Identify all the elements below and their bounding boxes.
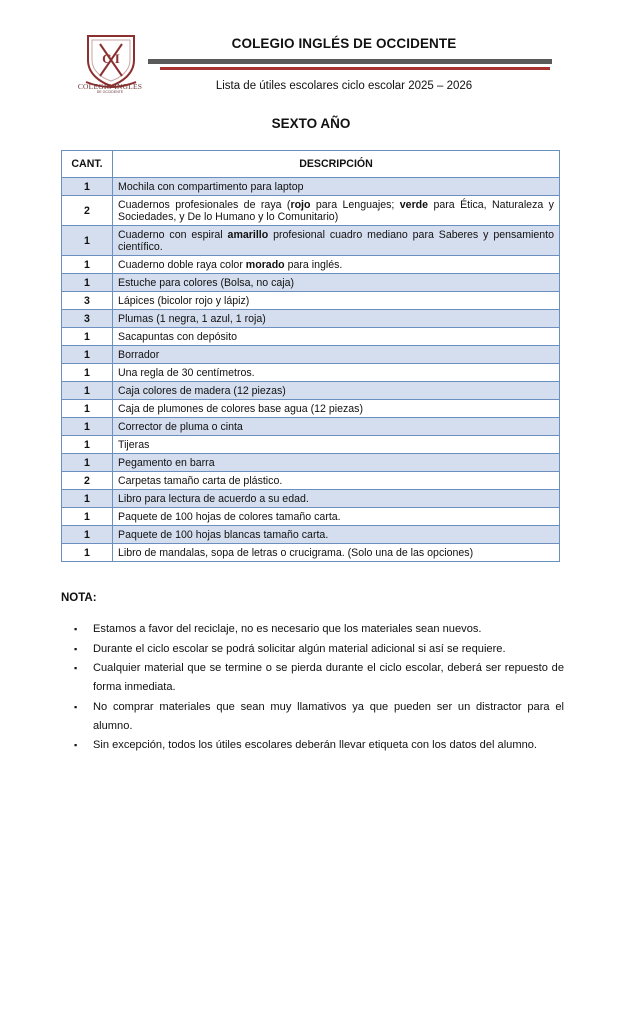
row-qty: 1 (62, 400, 113, 418)
description-text: Cuadernos profesionales de raya ( (118, 198, 291, 211)
note-item (61, 659, 564, 697)
description-text: Lápices (bicolor rojo y lápiz) (118, 294, 250, 307)
row-description (113, 526, 560, 544)
header-accent-bar (160, 67, 550, 70)
description-text: Paquete de 100 hojas blancas tamaño carta. (118, 528, 329, 541)
document-subtitle: Lista de útiles escolares ciclo escolar 2025 – 2026 (215, 80, 473, 92)
table-row (62, 382, 560, 400)
table-row (62, 178, 560, 196)
row-qty: 1 (62, 490, 113, 508)
table-row (62, 346, 560, 364)
note-text: Sin excepción, todos los útiles escolares deberán llevar etiqueta con los datos del alumno. (93, 739, 538, 751)
row-description (113, 472, 560, 490)
supplies-table-body (62, 178, 560, 562)
logo-subtext: DE OCCIDENTE (96, 90, 124, 94)
bullet-icon: ▪ (74, 643, 78, 654)
row-description (113, 418, 560, 436)
description-text: profesional cuadro mediano para Saberes y pensamiento científico. (118, 228, 555, 253)
bullet-icon: ▪ (74, 701, 78, 712)
row-qty: 1 (62, 544, 113, 562)
row-qty: 1 (62, 454, 113, 472)
emphasized-color-word: morado (245, 258, 285, 271)
row-description (113, 364, 560, 382)
description-text: Una regla de 30 centímetros. (118, 366, 255, 379)
note-item (61, 620, 564, 639)
description-text: Paquete de 100 hojas de colores tamaño carta. (118, 510, 341, 523)
description-text: Estuche para colores (Bolsa, no caja) (118, 276, 295, 289)
table-row (62, 226, 560, 256)
logo-initials: C I (102, 51, 120, 66)
row-description (113, 178, 560, 196)
bullet-icon: ▪ (74, 624, 78, 634)
description-text: para Lenguajes; (310, 198, 400, 211)
table-row (62, 472, 560, 490)
description-text: Mochila con compartimento para laptop (118, 180, 304, 193)
row-qty: 1 (62, 364, 113, 382)
row-description (113, 508, 560, 526)
description-text: para Ética, Naturaleza y Sociedades, y De lo Humano y lo Comunitario) (118, 198, 554, 223)
emphasized-color-word: verde (399, 198, 429, 211)
table-row (62, 400, 560, 418)
description-text: Pegamento en barra (118, 456, 215, 469)
note-item (61, 698, 564, 736)
header-dark-bar (148, 59, 552, 64)
row-qty: 1 (62, 526, 113, 544)
row-description (113, 544, 560, 562)
row-description (113, 256, 560, 274)
note-item (61, 736, 564, 755)
notes-title: NOTA: (61, 592, 97, 604)
row-qty: 3 (62, 292, 113, 310)
row-description (113, 400, 560, 418)
note-text: No comprar materiales que sean muy llamativos ya que pueden ser un distractor para el alumno. (93, 700, 564, 732)
emphasized-color-word: amarillo (227, 228, 269, 241)
row-qty: 3 (62, 310, 113, 328)
row-description (113, 346, 560, 364)
table-row (62, 256, 560, 274)
bullet-icon: ▪ (74, 740, 78, 750)
row-qty: 2 (62, 472, 113, 490)
row-qty: 1 (62, 418, 113, 436)
description-text: Cuaderno doble raya color (118, 258, 246, 271)
row-qty: 1 (62, 436, 113, 454)
table-row (62, 364, 560, 382)
description-text: Sacapuntas con depósito (118, 330, 237, 343)
table-row (62, 274, 560, 292)
row-description (113, 226, 560, 256)
table-header-row (62, 151, 560, 178)
description-text: Cuaderno con espiral (118, 228, 228, 241)
notes-list (61, 620, 564, 756)
table-row (62, 454, 560, 472)
row-qty: 1 (62, 256, 113, 274)
table-row (62, 508, 560, 526)
row-description (113, 436, 560, 454)
description-text: Libro de mandalas, sopa de letras o crucigrama. (Solo una de las opciones) (118, 546, 474, 559)
grade-title: SEXTO AÑO (271, 116, 351, 131)
row-qty: 1 (62, 508, 113, 526)
description-text: para inglés. (284, 258, 343, 271)
description-text: Borrador (118, 348, 160, 361)
note-text: Estamos a favor del reciclaje, no es necesario que los materiales sean nuevos. (93, 623, 482, 635)
table-row (62, 418, 560, 436)
logo-wordmark: COLEGIO INGLÉS (77, 82, 143, 91)
description-text: Caja colores de madera (12 piezas) (118, 384, 286, 397)
note-text: Cualquier material que se termine o se pierda durante el ciclo escolar, deberá ser repuesto de forma inmediata. (93, 662, 564, 693)
description-text: Plumas (1 negra, 1 azul, 1 roja) (118, 312, 266, 325)
description-text: Corrector de pluma o cinta (118, 420, 243, 433)
description-text: Carpetas tamaño carta de plástico. (118, 474, 283, 487)
row-qty: 1 (62, 226, 113, 256)
description-text: Caja de plumones de colores base agua (12 piezas) (118, 402, 363, 415)
row-description (113, 292, 560, 310)
description-text: Tijeras (118, 438, 150, 451)
supplies-table (61, 150, 560, 562)
row-qty: 1 (62, 382, 113, 400)
bullet-icon: ▪ (74, 663, 78, 673)
row-description (113, 328, 560, 346)
row-qty: 1 (62, 328, 113, 346)
note-item (61, 640, 564, 659)
row-description (113, 196, 560, 226)
row-description (113, 310, 560, 328)
column-header-description: DESCRIPCIÓN (113, 151, 560, 178)
row-qty: 1 (62, 178, 113, 196)
table-row (62, 490, 560, 508)
row-qty: 1 (62, 274, 113, 292)
table-row (62, 526, 560, 544)
row-description (113, 454, 560, 472)
description-text: Libro para lectura de acuerdo a su edad. (118, 492, 309, 505)
note-text: Durante el ciclo escolar se podrá solicitar algún material adicional si así se requiere. (93, 642, 506, 655)
table-row (62, 310, 560, 328)
row-qty: 1 (62, 346, 113, 364)
table-row (62, 196, 560, 226)
row-qty: 2 (62, 196, 113, 226)
table-row (62, 328, 560, 346)
row-description (113, 382, 560, 400)
column-header-qty: CANT. (62, 151, 113, 178)
school-name: COLEGIO INGLÉS DE OCCIDENTE (231, 36, 457, 51)
emphasized-color-word: rojo (290, 198, 311, 211)
table-row (62, 436, 560, 454)
row-description (113, 490, 560, 508)
table-row (62, 544, 560, 562)
table-row (62, 292, 560, 310)
row-description (113, 274, 560, 292)
